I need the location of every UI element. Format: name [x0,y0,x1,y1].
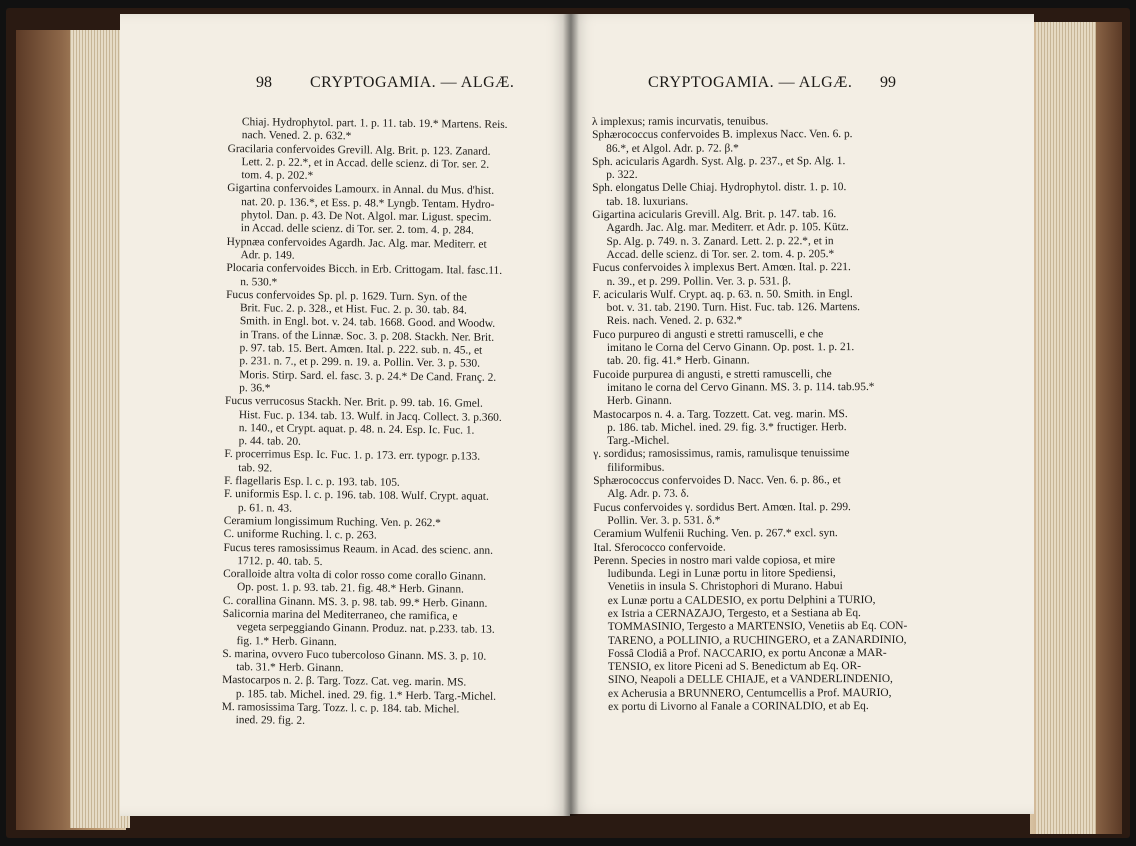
text-line: Fucus teres ramosissimus Reaum. in Acad. des scienc. ann. [223,541,494,557]
page-number-left: 98 [256,74,272,91]
text-line: tab. 18. luxurians. [606,195,689,208]
text-line: Fossâ Clodiâ a Prof. NACCARIO, ex portu Anconæ a MAR- [607,646,887,660]
text-line: ex Lunæ portu a CALDESIO, ex portu Delphini a TURIO, [607,593,876,607]
text-line: tab. 92. [238,461,273,475]
text-line: SINO, Neapoli a DELLE CHIAJE, et a VANDERLINDENIO, [607,673,893,687]
text-line: TENSIO, ex litore Piceni ad S. Benedictum ab Eq. OR- [607,660,862,674]
text-line: Ceramium Wulfenii Ruching. Ven. p. 267.* excl. syn. [593,527,838,541]
text-line: Reis. nach. Vened. 2. p. 632.* [606,314,743,328]
text-line: fig. 1.* Herb. Ginann. [236,634,337,648]
text-line: Ital. Sferococco confervoide. [593,541,726,554]
text-line: M. ramosissima Targ. Tozz. l. c. p. 184. tab. Michel. [221,701,460,716]
running-head-right: CRYPTOGAMIA. — ALGÆ. [648,74,853,91]
text-line: in Accad. delle scienz. di Tor. ser. 2. tom. 4. p. 284. [240,222,474,237]
text-line: imitano le Corna del Cervo Ginann. Op. post. 1. p. 21. [606,341,855,354]
right-page [570,14,1034,814]
text-column-left [222,116,558,731]
text-line: Hist. Fuc. p. 134. tab. 13. Wulf. in Jacq. Collect. 3. p.360. [238,408,502,424]
page-edges-right [1036,22,1096,834]
text-line: p. 185. tab. Michel. ined. 29. fig. 1.* Herb. Targ.-Michel. [235,687,497,703]
text-line: Hypnæa confervoides Agardh. Jac. Alg. mar. Mediterr. et [226,235,487,251]
text-line: TOMMASINIO, Tergesto a MARTENSIO, Venetiis ab Eq. CON- [607,620,908,634]
text-column-right [592,115,1014,715]
text-line: ex portu di Livorno al Fanale a CORINALDIO, et ab Eq. [608,700,869,714]
text-line: Agardh. Jac. Alg. mar. Mediterr. et Adr. p. 105. Kütz. [606,221,849,235]
text-line: Mastocarpos n. 4. a. Targ. Tozzett. Cat. veg. marin. MS. [593,407,848,421]
text-line: p. 231. n. 7., et p. 299. n. 19. a. Pollin. Ver. 3. p. 530. [239,355,481,370]
text-line: Pollin. Ver. 3. p. 531. δ.* [607,514,721,527]
text-line: Smith. in Engl. bot. v. 24. tab. 1668. Good. and Woodw. [239,315,496,331]
text-line: 86.*, et Algol. Adr. p. 72. β.* [606,142,739,155]
text-line: bot. v. 31. tab. 2190. Turn. Hist. Fuc. tab. 126. Martens. [606,301,861,315]
text-line: Sph. elongatus Delle Chiaj. Hydrophytol. distr. 1. p. 10. [592,181,847,195]
text-line: Ceramium longissimum Ruching. Ven. p. 262.* [223,514,441,530]
text-line: tom. 4. p. 202.* [241,169,314,183]
text-line: Brit. Fuc. 2. p. 328., et Hist. Fuc. 2. p. 30. tab. 84. [239,302,467,317]
running-head-left: CRYPTOGAMIA. — ALGÆ. [310,74,515,91]
text-line: Gigartina confervoides Lamourx. in Annal. du Mus. d'hist. [227,182,495,198]
text-line: Salicornia marina del Mediterraneo, che ramifica, e [222,607,458,623]
text-line: phytol. Dan. p. 43. De Not. Algol. mar. Ligust. specim. [240,209,492,224]
text-line: Sphærococcus confervoides B. implexus Nacc. Ven. 6. p. [592,128,853,142]
text-line: Chiaj. Hydrophytol. part. 1. p. 11. tab. 19.* Martens. Reis. [241,116,508,131]
text-line: Fuco purpureo di angusti e stretti ramuscelli, e che [592,327,824,341]
text-line: p. 61. n. 43. [237,501,293,515]
text-line: Fucoide purpurea di angusti, e stretti ramuscelli, che [592,367,832,381]
text-line: filiformibus. [607,461,665,474]
text-line: Fucus verrucosus Stackh. Ner. Brit. p. 99. tab. 16. Gmel. [224,395,483,410]
text-line: Sphærococcus confervoides D. Nacc. Ven. 6. p. 86., et [593,474,841,488]
text-line: Targ.-Michel. [607,434,670,448]
text-line: p. 44. tab. 20. [238,435,301,448]
text-line: Adr. p. 149. [240,249,295,262]
text-line: vegeta serpeggiando Ginann. Produz. nat. p.233. tab. 13. [236,621,495,637]
text-line: C. corallina Ginann. MS. 3. p. 98. tab. 99.* Herb. Ginann. [222,594,488,610]
text-line: p. 322. [606,169,638,182]
text-line: Venetiis in insula S. Christophori di Murano. Habui [607,580,843,594]
text-line: TARENO, a POLLINIO, a RUCHINGERO, et a ZANARDINIO, [607,633,907,647]
text-line: F. uniformis Esp. l. c. p. 196. tab. 108. Wulf. Crypt. aquat. [223,488,489,504]
text-line: ludibunda. Legi in Lunæ portu in litore Spediensi, [607,567,836,581]
text-line: Accad. delle scienz. di Tor. ser. 2. tom. 4. p. 205.* [606,248,835,261]
text-line: C. uniforme Ruching. l. c. p. 263. [223,528,377,542]
text-line: in Trans. of the Linnæ. Soc. 3. p. 208. Stackh. Ner. Brit. [239,328,495,344]
text-line: tab. 31.* Herb. Ginann. [236,661,344,675]
text-line: tab. 20. fig. 41.* Herb. Ginann. [606,354,750,368]
text-line: Moris. Stirp. Sard. el. fasc. 3. p. 24.* De Cand. Franç. 2. [239,368,497,384]
text-line: imitano le corna del Cervo Ginann. MS. 3. p. 114. tab.95.* [606,380,875,394]
text-line: Perenn. Species in nostro mari valde copiosa, et mire [593,553,836,567]
text-line: Sph. acicularis Agardh. Syst. Alg. p. 237., et Sp. Alg. 1. [592,155,846,168]
text-line: n. 39., et p. 299. Pollin. Ver. 3. p. 531. β. [606,274,791,288]
text-line: ex Istria a CERNAZAJO, Tergesto, et a Sestiana ab Eq. [607,607,861,620]
text-line: Fucus confervoides λ implexus Bert. Amœn. Ital. p. 221. [592,261,851,275]
text-line: Mastocarpos n. 2. β. Targ. Tozz. Cat. veg. marin. MS. [222,674,467,689]
text-line: Coralloide altra volta di color rosso come corallo Ginann. [223,568,487,583]
page-number-right: 99 [880,74,896,91]
text-line: Gigartina acicularis Grevill. Alg. Brit. p. 147. tab. 16. [592,208,837,222]
text-line: n. 140., et Crypt. aquat. p. 48. n. 24. Esp. Ic. Fuc. 1. [238,421,475,437]
text-line: Alg. Adr. p. 73. δ. [607,487,689,501]
text-line: n. 530.* [240,275,278,289]
text-line: 1712. p. 40. tab. 5. [237,554,323,568]
text-line: nat. 20. p. 136.*, et Ess. p. 48.* Lyngb. Tentam. Hydro- [241,195,495,211]
text-line: nach. Vened. 2. p. 632.* [241,129,352,143]
text-line: ex Acherusia a BRUNNERO, Centumcellis a Prof. MAURIO, [607,686,892,700]
text-line: S. marina, ovvero Fuco tubercoloso Ginann. MS. 3. p. 10. [222,647,487,663]
text-line: F. acicularis Wulf. Crypt. aq. p. 63. n. 50. Smith. in Engl. [592,287,853,301]
text-line: p. 36.* [239,382,271,395]
text-line: Herb. Ginann. [606,394,672,408]
text-line: Sp. Alg. p. 749. n. 3. Zanard. Lett. 2. p. 22.*, et in [606,234,834,248]
text-line: Lett. 2. p. 22.*, et in Accad. delle scienz. di Tor. ser. 2. [241,156,490,171]
left-page [120,14,570,816]
text-line: λ implexus; ramis incurvatis, tenuibus. [592,115,769,128]
text-line: p. 186. tab. Michel. ined. 29. fig. 3.* fructiger. Herb. [607,420,847,434]
text-line: Fucus confervoides γ. sordidus Bert. Amœn. Ital. p. 299. [593,500,851,514]
text-line: γ. sordidus; ramosissimus, ramis, ramulisque tenuissime [593,447,850,461]
text-line: p. 97. tab. 15. Bert. Amœn. Ital. p. 222. sub. n. 45., et [239,342,483,357]
text-line: ined. 29. fig. 2. [235,714,306,728]
book-gutter [563,14,579,816]
text-line: Fucus confervoides Sp. pl. p. 1629. Turn. Syn. of the [226,288,467,304]
text-line: F. flagellaris Esp. l. c. p. 193. tab. 105. [224,474,400,489]
text-line: Plocaria confervoides Bicch. in Erb. Crittogam. Ital. fasc.11. [226,262,503,278]
text-line: Gracilaria confervoides Grevill. Alg. Brit. p. 123. Zanard. [227,142,491,158]
text-line: F. procerrimus Esp. Ic. Fuc. 1. p. 173. err. typogr. p.133. [224,448,481,464]
text-line: Op. post. 1. p. 93. tab. 21. fig. 48.* Herb. Ginann. [237,581,464,596]
